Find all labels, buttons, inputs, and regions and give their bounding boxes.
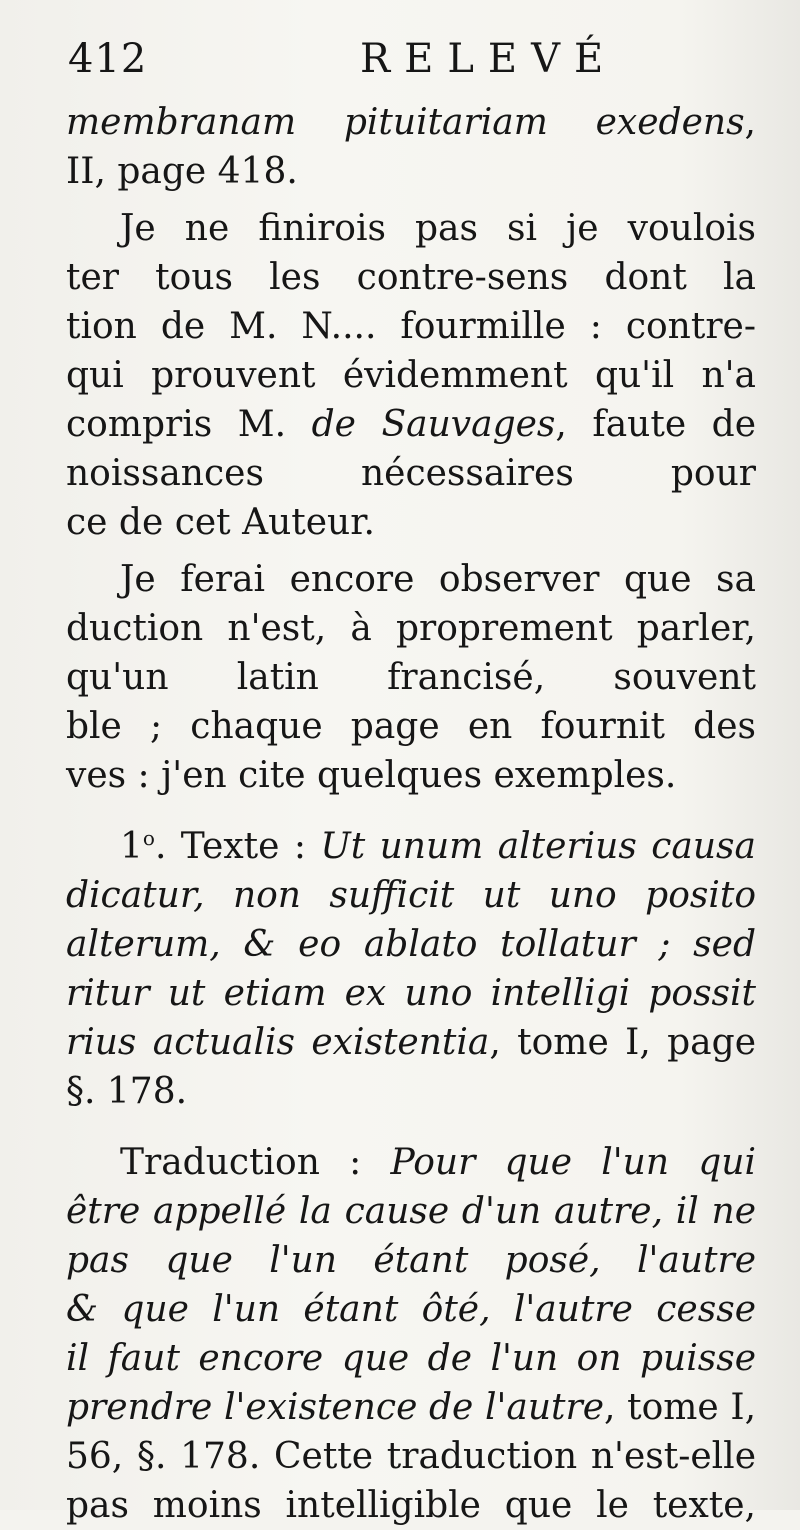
text-line	[66, 400, 756, 449]
text-line: ter tous les contre-sens dont la	[66, 257, 756, 298]
text-span: , faute de	[555, 404, 756, 445]
text-line: II, page 418.	[66, 151, 298, 192]
text-line: duction n'est, à proprement parler,	[66, 608, 756, 649]
french-translation: Pour que l'un qui	[390, 1142, 756, 1183]
body-text	[66, 98, 756, 1530]
text-span: . Texte :	[154, 826, 321, 867]
ordinal-sup: o	[142, 826, 155, 850]
text-line	[66, 871, 756, 920]
latin-quote: dicatur, non sufficit ut uno posito	[66, 875, 756, 916]
text-line	[66, 1236, 756, 1285]
text-span: ,	[744, 102, 756, 143]
page-number: 412	[68, 36, 148, 82]
text-line	[66, 1285, 756, 1334]
latin-quote: alterum, & eo ablato tollatur ; sed	[66, 924, 756, 965]
text-line	[66, 969, 756, 1018]
french-translation: être appellé la cause d'un autre, il ne	[66, 1191, 756, 1232]
text-line	[66, 1334, 756, 1383]
french-translation: & que l'un étant ôté, l'autre cesse	[66, 1289, 756, 1330]
latin-quote: Ut unum alterius causa	[320, 826, 756, 867]
text-span: , tome I,	[604, 1387, 756, 1428]
text-line: noissances nécessaires pour	[66, 453, 756, 494]
text-line: §. 178.	[66, 1071, 188, 1112]
latin-quote: ritur ut etiam ex uno intelligi possit	[66, 973, 756, 1014]
text-span: Traduction :	[120, 1142, 391, 1183]
text-line: Je ferai encore observer que sa	[120, 559, 756, 600]
text-line	[66, 1187, 756, 1236]
text-line: Je ne finirois pas si je voulois	[120, 208, 756, 249]
text-line: qui prouvent évidemment qu'il n'a	[66, 355, 756, 396]
text-line	[66, 920, 756, 969]
text-line: ves : j'en cite quelques exemples.	[66, 755, 677, 796]
latin-quote: membranam pituitariam exedens	[66, 102, 745, 143]
french-translation: il faut encore que de l'un on puisse	[66, 1338, 756, 1379]
french-translation: prendre l'existence de l'autre	[66, 1387, 605, 1428]
text-line	[66, 822, 756, 871]
text-line: qu'un latin francisé, souvent	[66, 657, 756, 698]
text-line: ble ; chaque page en fournit des	[66, 706, 756, 747]
french-translation: pas que l'un étant posé, l'autre	[66, 1240, 756, 1281]
text-line: 56, §. 178. Cette traduction n'est-elle	[66, 1436, 756, 1477]
text-line	[66, 98, 756, 147]
running-title: RELEVÉ	[360, 36, 618, 82]
text-line: pas moins intelligible que le texte,	[66, 1485, 756, 1526]
text-line: tion de M. N.... fourmille : contre-	[66, 306, 756, 347]
text-span: compris M.	[66, 404, 312, 445]
author-name: de Sauvages	[311, 404, 556, 445]
latin-quote: rius actualis existentia	[66, 1022, 490, 1063]
page-header	[68, 36, 758, 96]
text-span: , tome I, page	[489, 1022, 756, 1063]
text-line	[66, 1383, 756, 1432]
text-span: 1	[120, 826, 143, 867]
text-line	[66, 1018, 756, 1067]
text-line: ce de cet Auteur.	[66, 502, 375, 543]
text-line	[66, 1138, 756, 1187]
